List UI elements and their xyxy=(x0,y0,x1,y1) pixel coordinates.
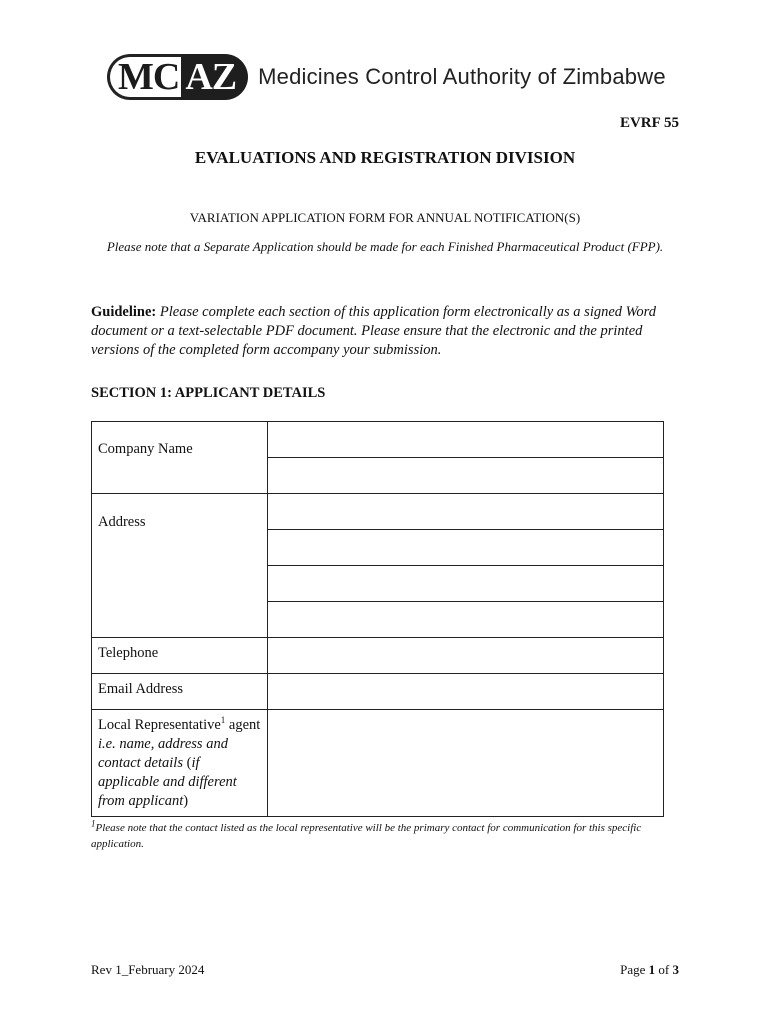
section-1-title: SECTION 1: APPLICANT DETAILS xyxy=(91,385,326,401)
address-field-1[interactable] xyxy=(268,494,664,530)
company-name-label: Company Name xyxy=(92,422,268,494)
guideline-paragraph xyxy=(91,303,681,360)
footnote-text: Please note that the contact listed as the local representative will be the primary contact for communication for this specific application. xyxy=(91,822,642,850)
guideline-label: Guideline: xyxy=(91,304,157,320)
logo-mark-left: MC xyxy=(107,54,181,100)
email-field[interactable] xyxy=(268,674,664,710)
address-field-3[interactable] xyxy=(268,566,664,602)
division-title: EVALUATIONS AND REGISTRATION DIVISION xyxy=(194,148,576,167)
address-field-2[interactable] xyxy=(268,530,664,566)
telephone-field[interactable] xyxy=(268,638,664,674)
page-number: Page 1 of 3 xyxy=(620,962,679,977)
separate-application-note: Please note that a Separate Application should be made for each Finished Pharmaceutical Product (FPP). xyxy=(106,239,664,254)
form-code: EVRF 55 xyxy=(619,115,679,131)
company-name-field-2[interactable] xyxy=(268,458,664,494)
telephone-label: Telephone xyxy=(92,638,268,674)
guideline-text: Please complete each section of this application form electronically as a signed Word document or a text-selectable PDF document. Please ensure that the electronic and the printed versions of the completed form accompany your submission. xyxy=(91,304,657,358)
logo-org-name: Medicines Control Authority of Zimbabwe xyxy=(258,64,666,89)
logo-mark xyxy=(107,54,248,100)
footnote-number: 1 xyxy=(91,818,96,829)
footnote-marker: 1 xyxy=(220,715,226,726)
local-representative-label: Local Representative$^1$ agent i.e. name, address and contact details (if applicable and different from applicant) xyxy=(92,710,268,817)
form-subtitle: VARIATION APPLICATION FORM FOR ANNUAL NOTIFICATION(S) xyxy=(189,210,581,225)
local-representative-field[interactable] xyxy=(268,710,664,817)
company-name-field-1[interactable] xyxy=(268,422,664,458)
footnote xyxy=(91,820,683,852)
revision-label: Rev 1_February 2024 xyxy=(91,962,205,977)
applicant-details-table xyxy=(91,421,664,817)
logo-mark-right: AZ xyxy=(181,54,248,100)
address-field-4[interactable] xyxy=(268,602,664,638)
address-label: Address xyxy=(92,494,268,638)
mcaz-logo xyxy=(107,54,666,100)
email-label: Email Address xyxy=(92,674,268,710)
